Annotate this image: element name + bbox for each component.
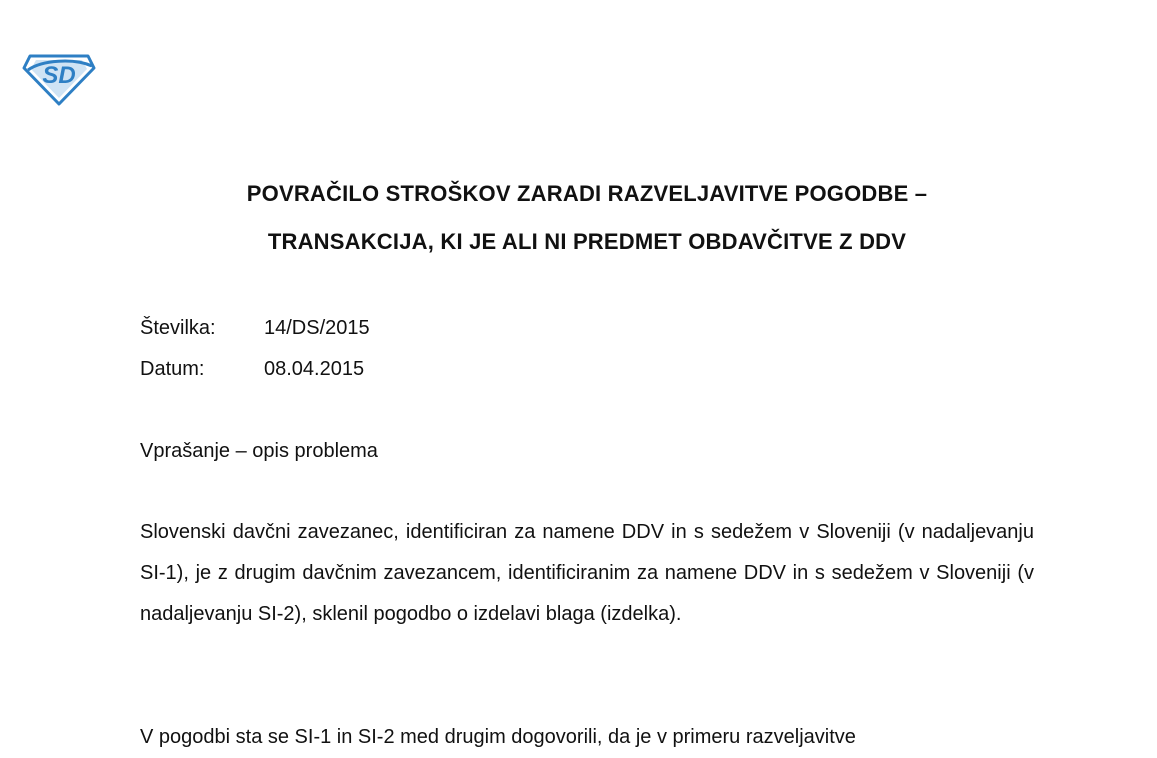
logo-text: SD (42, 62, 76, 89)
document-title-line-1: POVRAČILO STROŠKOV ZARADI RAZVELJAVITVE POGODBE – (246, 181, 928, 206)
date-value: 08.04.2015 (264, 358, 365, 380)
sd-logo-icon (22, 48, 96, 106)
number-row (140, 317, 370, 340)
section-heading: Vprašanje – opis problema (140, 440, 378, 462)
number-label: Številka: (140, 317, 216, 339)
body-paragraph-2: V pogodbi sta se SI-1 in SI-2 med drugim dogovorili, da je v primeru razveljavitve (140, 726, 856, 748)
document-title-line-2: TRANSAKCIJA, KI JE ALI NI PREDMET OBDAVČITVE Z DDV (267, 229, 907, 254)
body-paragraph-1: Slovenski davčni zavezanec, identificiran za namene DDV in s sedežem v Sloveniji (v nadaljevanju SI-1), je z drugim davčnim zavezancem, identificiranim za namene DDV in s sedežem v Sloveniji (v nadaljevanju SI-2), sklenil pogodbo o izdelavi blaga (izdelka). (140, 521, 1034, 625)
date-row (140, 358, 364, 381)
date-label: Datum: (140, 358, 205, 380)
number-value: 14/DS/2015 (264, 317, 370, 339)
